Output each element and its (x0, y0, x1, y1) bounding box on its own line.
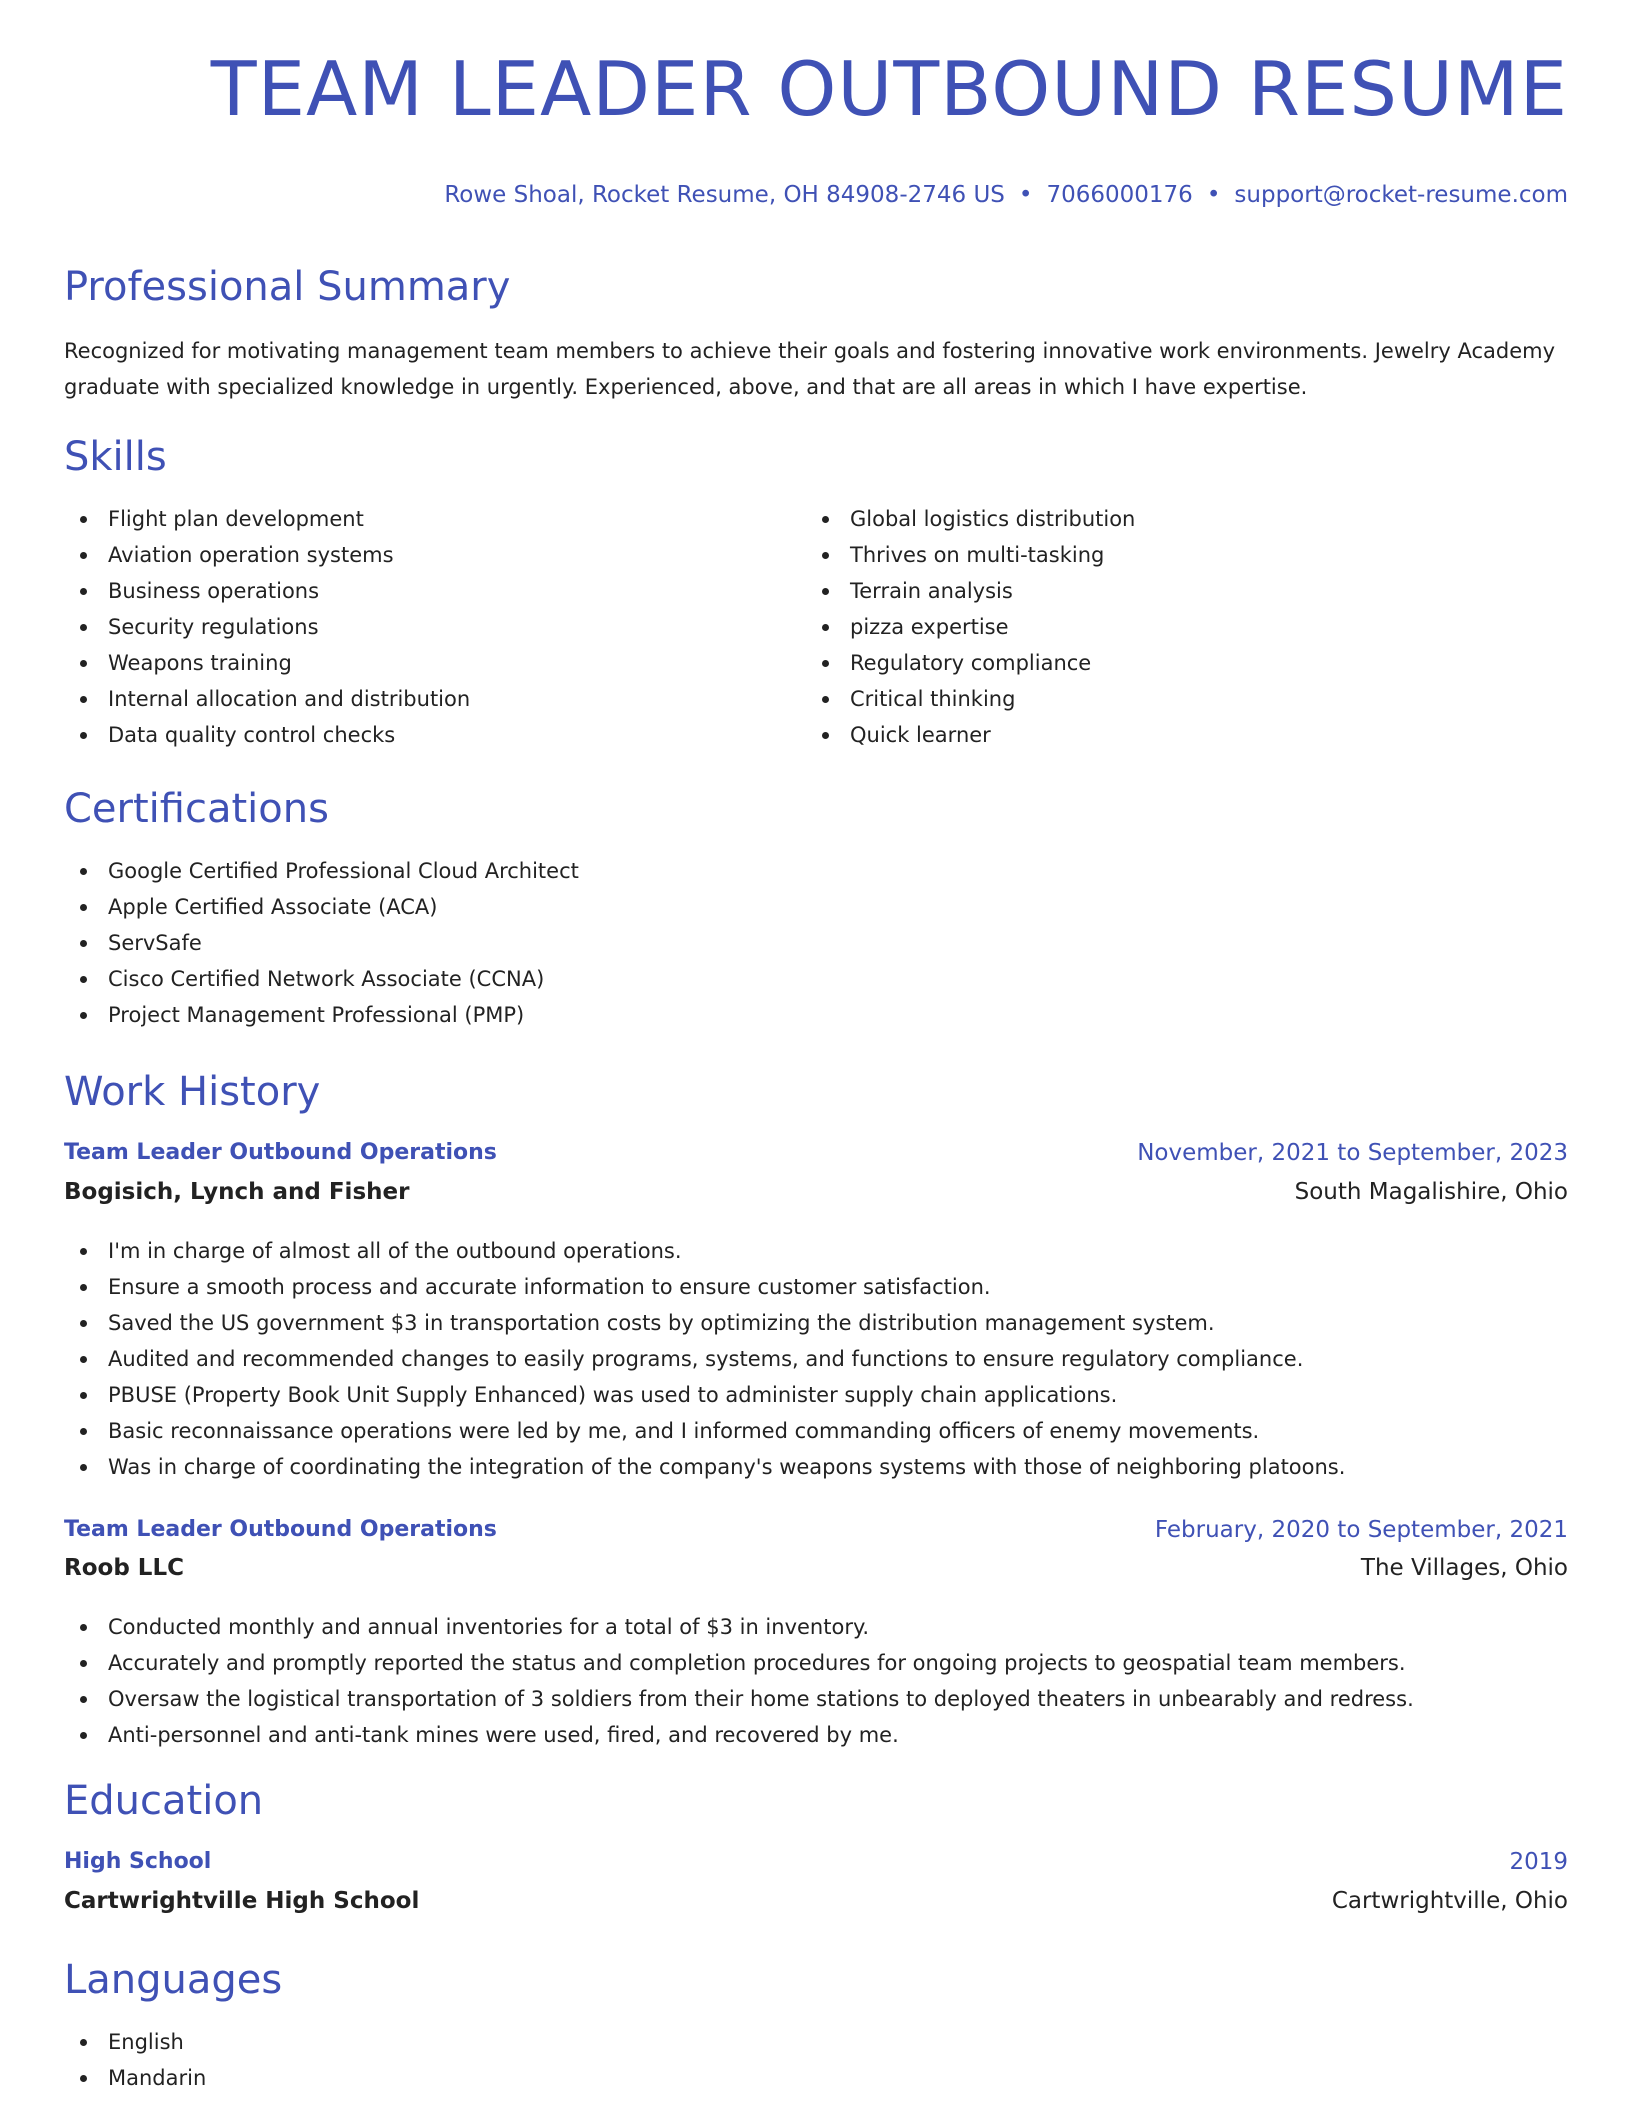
job-duty: Oversaw the logistical transportation of 3 soldiers from their home stations to deployed theaters in unbearably and redress. (64, 1681, 1414, 1717)
job-duty: Anti-personnel and anti-tank mines were used, fired, and recovered by me. (64, 1717, 1414, 1753)
skill-item: Security regulations (64, 609, 470, 645)
job-header (64, 1138, 1568, 1168)
skill-item: Terrain analysis (806, 573, 1135, 609)
contact-separator: • (1018, 182, 1033, 208)
education-header (64, 1847, 1568, 1877)
job-dates: November, 2021 to September, 2023 (1137, 1140, 1568, 1166)
work-history-heading: Work History (64, 1069, 321, 1115)
contact-separator: • (1206, 182, 1221, 208)
skill-item: Thrives on multi-tasking (806, 537, 1135, 573)
skill-item: Business operations (64, 573, 470, 609)
job-duty: Basic reconnaissance operations were led by me, and I informed commanding officers of enemy movements. (64, 1413, 1345, 1449)
job-dates: February, 2020 to September, 2021 (1154, 1517, 1568, 1543)
education-school-row (64, 1886, 1568, 1916)
certification-item: Project Management Professional (PMP) (64, 997, 579, 1033)
certifications-heading: Certifications (64, 786, 329, 832)
skill-item: Data quality control checks (64, 717, 470, 753)
language-item: Mandarin (64, 2060, 206, 2096)
skill-item: Internal allocation and distribution (64, 681, 470, 717)
job-location: South Magalishire, Ohio (1294, 1179, 1568, 1205)
job-duty: Saved the US government $3 in transportation costs by optimizing the distribution management system. (64, 1305, 1345, 1341)
job-company: Bogisich, Lynch and Fisher (64, 1179, 410, 1205)
education-school: Cartwrightville High School (64, 1888, 420, 1914)
certification-item: ServSafe (64, 925, 579, 961)
skill-item: Weapons training (64, 645, 470, 681)
job-duty: I'm in charge of almost all of the outbound operations. (64, 1233, 1345, 1269)
summary-heading: Professional Summary (64, 264, 511, 310)
skill-item: Quick learner (806, 717, 1135, 753)
job-employer-row (64, 1553, 1568, 1583)
skill-item: Aviation operation systems (64, 537, 470, 573)
education-heading: Education (64, 1778, 264, 1824)
job-duty: PBUSE (Property Book Unit Supply Enhanced) was used to administer supply chain applications. (64, 1377, 1345, 1413)
job-duty: Audited and recommended changes to easily programs, systems, and functions to ensure regulatory compliance. (64, 1341, 1345, 1377)
skill-item: pizza expertise (806, 609, 1135, 645)
job-location: The Villages, Ohio (1360, 1555, 1568, 1581)
job-company: Roob LLC (64, 1555, 184, 1581)
skill-item: Flight plan development (64, 501, 470, 537)
certifications-list (64, 853, 579, 1033)
skills-heading: Skills (64, 434, 167, 480)
certification-item: Apple Certified Associate (ACA) (64, 889, 579, 925)
skill-item: Critical thinking (806, 681, 1135, 717)
job-title: Team Leader Outbound Operations (64, 1140, 497, 1165)
job-duties-list (64, 1609, 1414, 1753)
skill-item: Global logistics distribution (806, 501, 1135, 537)
job-duties-list (64, 1233, 1345, 1485)
job-employer-row (64, 1177, 1568, 1207)
resume-title: TEAM LEADER OUTBOUND RESUME (210, 45, 1568, 133)
language-item: English (64, 2024, 206, 2060)
contact-line (444, 182, 1568, 208)
certification-item: Google Certified Professional Cloud Architect (64, 853, 579, 889)
languages-heading: Languages (64, 1957, 283, 2003)
summary-text: Recognized for motivating management team members to achieve their goals and fostering innovative work environments. Jewelry Academy graduate with specialized knowledge in urgently. Experienced, above, and that are all areas in which I have expertise. (64, 339, 1556, 399)
contact-address: Rowe Shoal, Rocket Resume, OH 84908-2746 US (444, 182, 1005, 208)
job-duty: Was in charge of coordinating the integration of the company's weapons systems with those of neighboring platoons. (64, 1449, 1345, 1485)
job-duty: Accurately and promptly reported the status and completion procedures for ongoing projects to geospatial team members. (64, 1645, 1414, 1681)
contact-email: support@rocket-resume.com (1234, 182, 1568, 208)
skills-list-right (806, 501, 1135, 753)
education-location: Cartwrightville, Ohio (1331, 1888, 1568, 1914)
skills-list-left (64, 501, 470, 753)
contact-phone: 7066000176 (1046, 182, 1193, 208)
languages-list (64, 2024, 206, 2096)
education-year: 2019 (1509, 1849, 1568, 1875)
job-title: Team Leader Outbound Operations (64, 1517, 497, 1542)
job-duty: Ensure a smooth process and accurate information to ensure customer satisfaction. (64, 1269, 1345, 1305)
education-degree: High School (64, 1849, 212, 1874)
skill-item: Regulatory compliance (806, 645, 1135, 681)
job-header (64, 1515, 1568, 1545)
job-duty: Conducted monthly and annual inventories for a total of $3 in inventory. (64, 1609, 1414, 1645)
certification-item: Cisco Certified Network Associate (CCNA) (64, 961, 579, 997)
